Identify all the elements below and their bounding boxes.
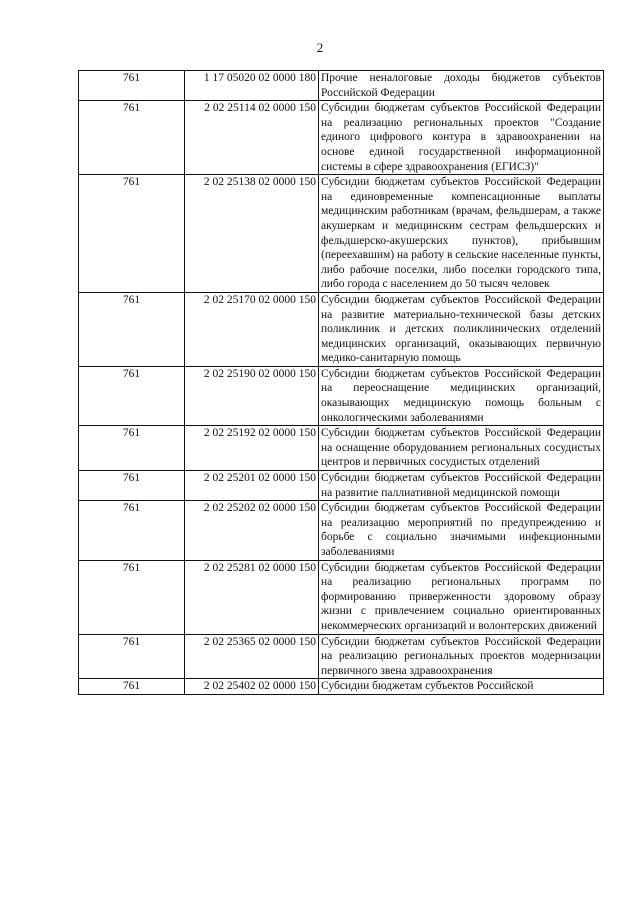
- revenue-name-cell: Субсидии бюджетам субъектов Российской Федерации на реализацию мероприятий по предупреждению и борьбе с социально значимыми инфекционными заболеваниями: [319, 501, 604, 560]
- revenue-table: [78, 70, 604, 695]
- budget-code-cell: 2 02 25190 02 0000 150: [185, 366, 319, 425]
- admin-code-cell: 761: [79, 471, 185, 501]
- admin-code-cell: 761: [79, 501, 185, 560]
- budget-code-cell: 2 02 25201 02 0000 150: [185, 471, 319, 501]
- table-row: [79, 426, 604, 471]
- revenue-name-cell: Субсидии бюджетам субъектов Российской Федерации на реализацию региональных проектов модернизации первичного звена здравоохранения: [319, 634, 604, 679]
- admin-code-cell: 761: [79, 71, 185, 101]
- admin-code-cell: 761: [79, 426, 185, 471]
- table-row: [79, 560, 604, 634]
- budget-code-cell: 2 02 25365 02 0000 150: [185, 634, 319, 679]
- admin-code-cell: 761: [79, 101, 185, 175]
- revenue-name-cell: Субсидии бюджетам субъектов Российской Федерации на реализацию региональных программ по формированию приверженности здоровому образу жизни с привлечением социально ориентированных некоммерческих организаций и волонтерских движений: [319, 560, 604, 634]
- revenue-name-cell: Субсидии бюджетам субъектов Российской Федерации на оснащение оборудованием региональных сосудистых центров и первичных сосудистых отделений: [319, 426, 604, 471]
- revenue-table-body: [79, 71, 604, 695]
- budget-code-cell: 2 02 25114 02 0000 150: [185, 101, 319, 175]
- budget-code-cell: 2 02 25170 02 0000 150: [185, 292, 319, 366]
- budget-code-cell: 1 17 05020 02 0000 180: [185, 71, 319, 101]
- admin-code-cell: 761: [79, 679, 185, 695]
- table-row: [79, 366, 604, 425]
- revenue-name-cell: Субсидии бюджетам субъектов Российской Федерации на реализацию региональных проектов "Создание единого цифрового контура в здравоохранении на основе единой государственной информационной системы в сфере здравоохранения (ЕГИСЗ)": [319, 101, 604, 175]
- admin-code-cell: 761: [79, 634, 185, 679]
- revenue-name-cell: Субсидии бюджетам субъектов Российской Федерации на переоснащение медицинских организаций, оказывающих медицинскую помощь больным с онкологическими заболеваниями: [319, 366, 604, 425]
- budget-code-cell: 2 02 25192 02 0000 150: [185, 426, 319, 471]
- budget-code-cell: 2 02 25138 02 0000 150: [185, 175, 319, 293]
- table-row: [79, 292, 604, 366]
- table-row: [79, 175, 604, 293]
- revenue-name-cell: Субсидии бюджетам субъектов Российской: [319, 679, 604, 695]
- table-row: [79, 101, 604, 175]
- revenue-name-cell: Субсидии бюджетам субъектов Российской Федерации на развитие паллиативной медицинской помощи: [319, 471, 604, 501]
- table-row: [79, 471, 604, 501]
- page-number: 2: [316, 40, 324, 55]
- table-row: [79, 634, 604, 679]
- table-row: [79, 71, 604, 101]
- table-row: [79, 679, 604, 695]
- revenue-name-cell: Прочие неналоговые доходы бюджетов субъектов Российской Федерации: [319, 71, 604, 101]
- revenue-name-cell: Субсидии бюджетам субъектов Российской Федерации на развитие материально-технической базы детских поликлиник и детских поликлинических отделений медицинских организаций, оказывающих первичную медико-санитарную помощь: [319, 292, 604, 366]
- table-row: [79, 501, 604, 560]
- budget-code-cell: 2 02 25281 02 0000 150: [185, 560, 319, 634]
- budget-code-cell: 2 02 25202 02 0000 150: [185, 501, 319, 560]
- revenue-name-cell: Субсидии бюджетам субъектов Российской Федерации на единовременные компенсационные выплаты медицинским работникам (врачам, фельдшерам, а также акушеркам и медицинским сестрам фельдшерских и фельдшерско-акушерских пунктов), прибывшим (переехавшим) на работу в сельские населенные пункты, либо рабочие поселки, либо поселки городского типа, либо города с населением до 50 тысяч человек: [319, 175, 604, 293]
- admin-code-cell: 761: [79, 292, 185, 366]
- admin-code-cell: 761: [79, 175, 185, 293]
- admin-code-cell: 761: [79, 366, 185, 425]
- admin-code-cell: 761: [79, 560, 185, 634]
- budget-code-cell: 2 02 25402 02 0000 150: [185, 679, 319, 695]
